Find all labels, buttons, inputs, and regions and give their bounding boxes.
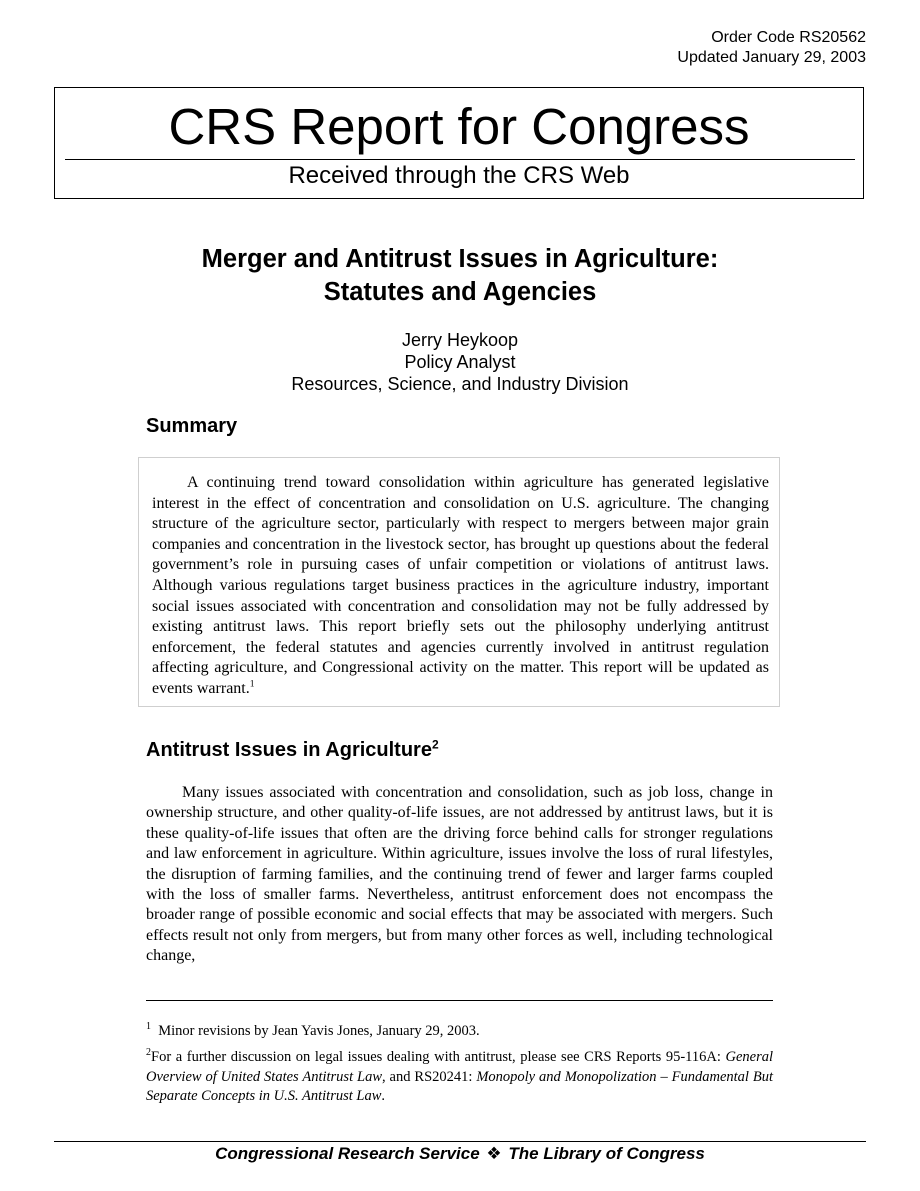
banner-subtitle: Received through the CRS Web bbox=[288, 162, 630, 189]
order-code-block bbox=[677, 28, 866, 68]
document-title-line-2: Statutes and Agencies bbox=[323, 278, 597, 306]
author-division: Resources, Science, and Industry Division bbox=[291, 374, 629, 394]
footer-right: The Library of Congress bbox=[508, 1144, 705, 1163]
updated-date: Updated January 29, 2003 bbox=[677, 49, 866, 66]
footnote-1-text: Minor revisions by Jean Yavis Jones, January 29, 2003. bbox=[158, 1023, 480, 1039]
footnote-2 bbox=[146, 1048, 773, 1107]
summary-footnote-ref[interactable]: 1 bbox=[249, 678, 255, 690]
banner-title: CRS Report for Congress bbox=[168, 98, 750, 155]
author-block bbox=[0, 329, 920, 395]
section-footnote-ref[interactable]: 2 bbox=[431, 737, 439, 752]
footnote-2-text-b: , and RS20241: bbox=[382, 1068, 477, 1085]
section-paragraph: Many issues associated with concentration and consolidation, such as job loss, change in ownership structure, and other quality-of-life issues, are not addressed by antitrust laws, but it is these quality-of-life issues that often are the driving force behind calls for stronger regulations and law enforcement in agriculture. Within agriculture, issues involve the loss of rural lifestyles, the disruption of farming families, and the continuing trend of fewer and larger farms coupled with the loss of smaller farms. Nevertheless, antitrust enforcement does not encompass the broader range of possible economic and social effects that may be associated with mergers. Such effects result not only from mergers, but from many other forces as well, including technological change, bbox=[146, 784, 773, 965]
summary-body: A continuing trend toward consolidation within agriculture has generated legislative interest in the effect of concentration and consolidation on U.S. agriculture. The changing structure of the agriculture sector, particularly with respect to mergers between major grain companies and concentration in the livestock sector, has brought up questions about the federal government’s role in pursuing cases of unfair competition or violations of antitrust laws. Although various regulations target business practices in the agriculture industry, important social issues associated with concentration and consolidation may not be fully addressed by existing antitrust laws. This report briefly sets out the philosophy underlying antitrust enforcement, the federal statutes and agencies currently involved in antitrust regulation affecting agriculture, and Congressional activity on the matter. This report will be updated as events warrant. bbox=[152, 474, 769, 697]
order-code: Order Code RS20562 bbox=[711, 29, 866, 46]
document-title-line-1: Merger and Antitrust Issues in Agriculture: bbox=[201, 245, 719, 273]
footnote-2-text-c: . bbox=[381, 1088, 385, 1104]
footnote-2-number: 2 bbox=[146, 1047, 151, 1059]
summary-box bbox=[138, 457, 780, 707]
footnote-1-number: 1 bbox=[146, 1021, 151, 1033]
footer-left: Congressional Research Service bbox=[215, 1144, 480, 1163]
footnote-1 bbox=[146, 1022, 773, 1040]
summary-heading: Summary bbox=[146, 415, 238, 437]
author-name: Jerry Heykoop bbox=[401, 330, 519, 350]
footnote-2-report-title-a: General Overview of United States Antitrust Law bbox=[146, 1049, 773, 1085]
author-role: Policy Analyst bbox=[404, 352, 516, 372]
footnote-2-report-title-b: Monopoly and Monopolization – Fundamental But Separate Concepts in U.S. Antitrust Law bbox=[146, 1068, 773, 1104]
footnote-2-text-a: For a further discussion on legal issues dealing with antitrust, please see CRS Reports 95-116A: bbox=[151, 1049, 726, 1065]
section-heading-text: Antitrust Issues in Agriculture bbox=[146, 739, 432, 761]
section-heading bbox=[146, 738, 439, 762]
diamond-ornament-icon: ❖ bbox=[486, 1144, 502, 1163]
page-footer bbox=[0, 1143, 920, 1165]
crs-banner bbox=[54, 87, 864, 199]
banner-divider bbox=[65, 159, 855, 160]
footnote-divider bbox=[146, 1000, 773, 1001]
footer-divider bbox=[54, 1141, 866, 1142]
document-title bbox=[0, 243, 920, 309]
summary-text bbox=[152, 473, 769, 700]
